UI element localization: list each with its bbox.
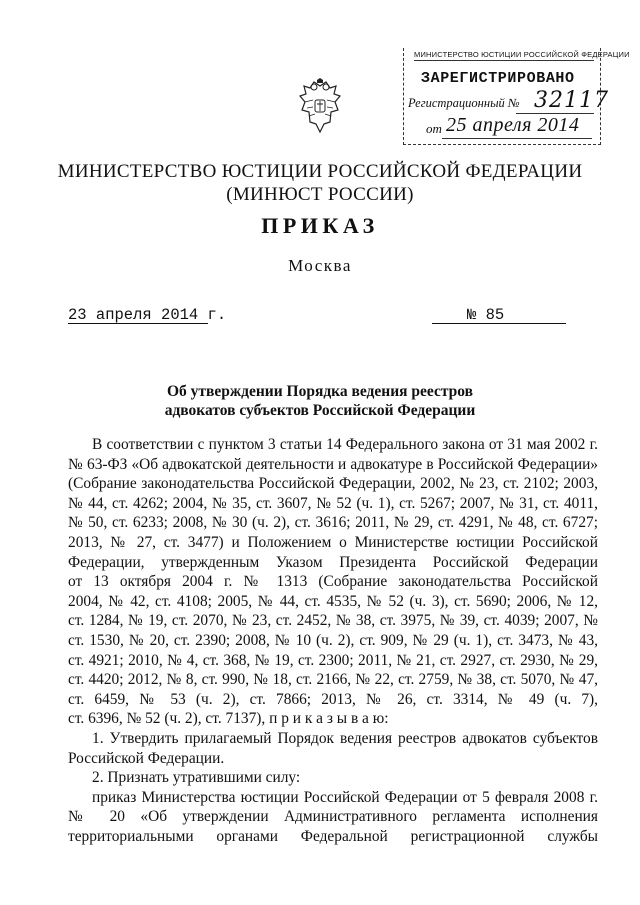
body-line: Федерации, утвержденным Указом Президента Российской Федерации [68,553,598,571]
stamp-reg-number: 32117 [534,88,609,113]
ministry-name: МИНИСТЕРСТВО ЮСТИЦИИ РОССИЙСКОЙ ФЕДЕРАЦИИ [57,161,583,182]
body-line: ст. 6396, № 52 (ч. 2), ст. 7137), п р и к а з ы в а ю: [68,710,389,728]
stamp-organization: МИНИСТЕРСТВО ЮСТИЦИИ РОССИЙСКОЙ ФЕДЕРАЦИИ [414,50,630,59]
body-line: ст. 1284, № 19, ст. 2070, № 23, ст. 2452, № 38, ст. 3975, № 39, ст. 4039; 2007, № [68,612,598,630]
document-body [68,435,598,846]
body-line: ст. 6459, № 53 (ч. 2), ст. 7866; 2013, № 26, ст. 3314, № 49 (ч. 7), [68,690,598,708]
order-date: 23 апреля 2014 г. [68,306,227,324]
body-line: территориальными органами Федеральной регистрационной службы [68,827,598,845]
body-line: Российской Федерации. [68,749,225,767]
body-line: № 44, ст. 4262; 2004, № 35, ст. 3607, № 52 (ч. 1), ст. 5267; 2007, № 31, ст. 4011, [68,494,598,512]
body-line: ст. 1530, № 20, ст. 2390; 2008, № 10 (ч. 2), ст. 909, № 29 (ч. 1), ст. 3473, № 43, [68,631,598,649]
document-title [0,383,640,420]
body-line: 1. Утвердить прилагаемый Порядок ведения реестров адвокатов субъектов [92,729,598,747]
order-number: № 85 [467,306,505,324]
body-line: № 50, ст. 6233; 2008, № 30 (ч. 2), ст. 3616; 2011, № 29, ст. 4291, № 48, ст. 6727; [68,514,598,532]
stamp-date-label: от [426,121,442,136]
body-line: 2. Признать утратившими силу: [92,769,301,787]
title-line: адвокатов субъектов Российской Федерации [164,401,476,419]
body-line: ст. 4921; 2010, № 4, ст. 368, № 19, ст. 2300; 2011, № 21, ст. 2927, ст. 2930, № 29, [68,651,598,669]
body-line: В соответствии с пунктом 3 статьи 14 Федерального закона от 31 мая 2002 г. [92,436,598,453]
body-line: 2013, № 27, ст. 3477) и Положением о Министерстве юстиции Российской [68,533,598,551]
number-underline [432,323,566,324]
title-line: Об утверждении Порядка ведения реестров [166,383,473,400]
stamp-date: 25 апреля 2014 [446,114,580,136]
body-line: 2004, № 42, ст. 4108; 2005, № 44, ст. 4535, № 52 (ч. 3), ст. 5690; 2006, № 12, [68,592,598,610]
stamp-registered-label: ЗАРЕГИСТРИРОВАНО [421,70,575,87]
stamp-reg-number-label: Регистрационный № [408,96,520,110]
ministry-short-name: (МИНЮСТ РОССИИ) [226,184,414,205]
body-line: № 20 «Об утверждении Административного регламента исполнения [68,808,598,826]
body-line: от 13 октября 2004 г. № 1313 (Собрание законодательства Российской [68,573,598,591]
body-line: приказ Министерства юстиции Российской Федерации от 5 февраля 2008 г. [92,788,598,806]
coat-of-arms-emblem [293,78,347,138]
body-line: (Собрание законодательства Российской Федерации, 2002, № 23, ст. 2102; 2003, [68,475,598,493]
date-underline [68,323,208,324]
body-line: № 63-ФЗ «Об адвокатской деятельности и адвокатуре в Российской Федерации» [68,455,598,473]
body-line: ст. 4420; 2012, № 8, ст. 990, № 18, ст. 2166, № 22, ст. 2759, № 38, ст. 5070, № 47, [68,671,598,689]
document-type: ПРИКАЗ [261,213,379,238]
city: Москва [288,256,352,275]
registration-stamp [403,48,630,145]
